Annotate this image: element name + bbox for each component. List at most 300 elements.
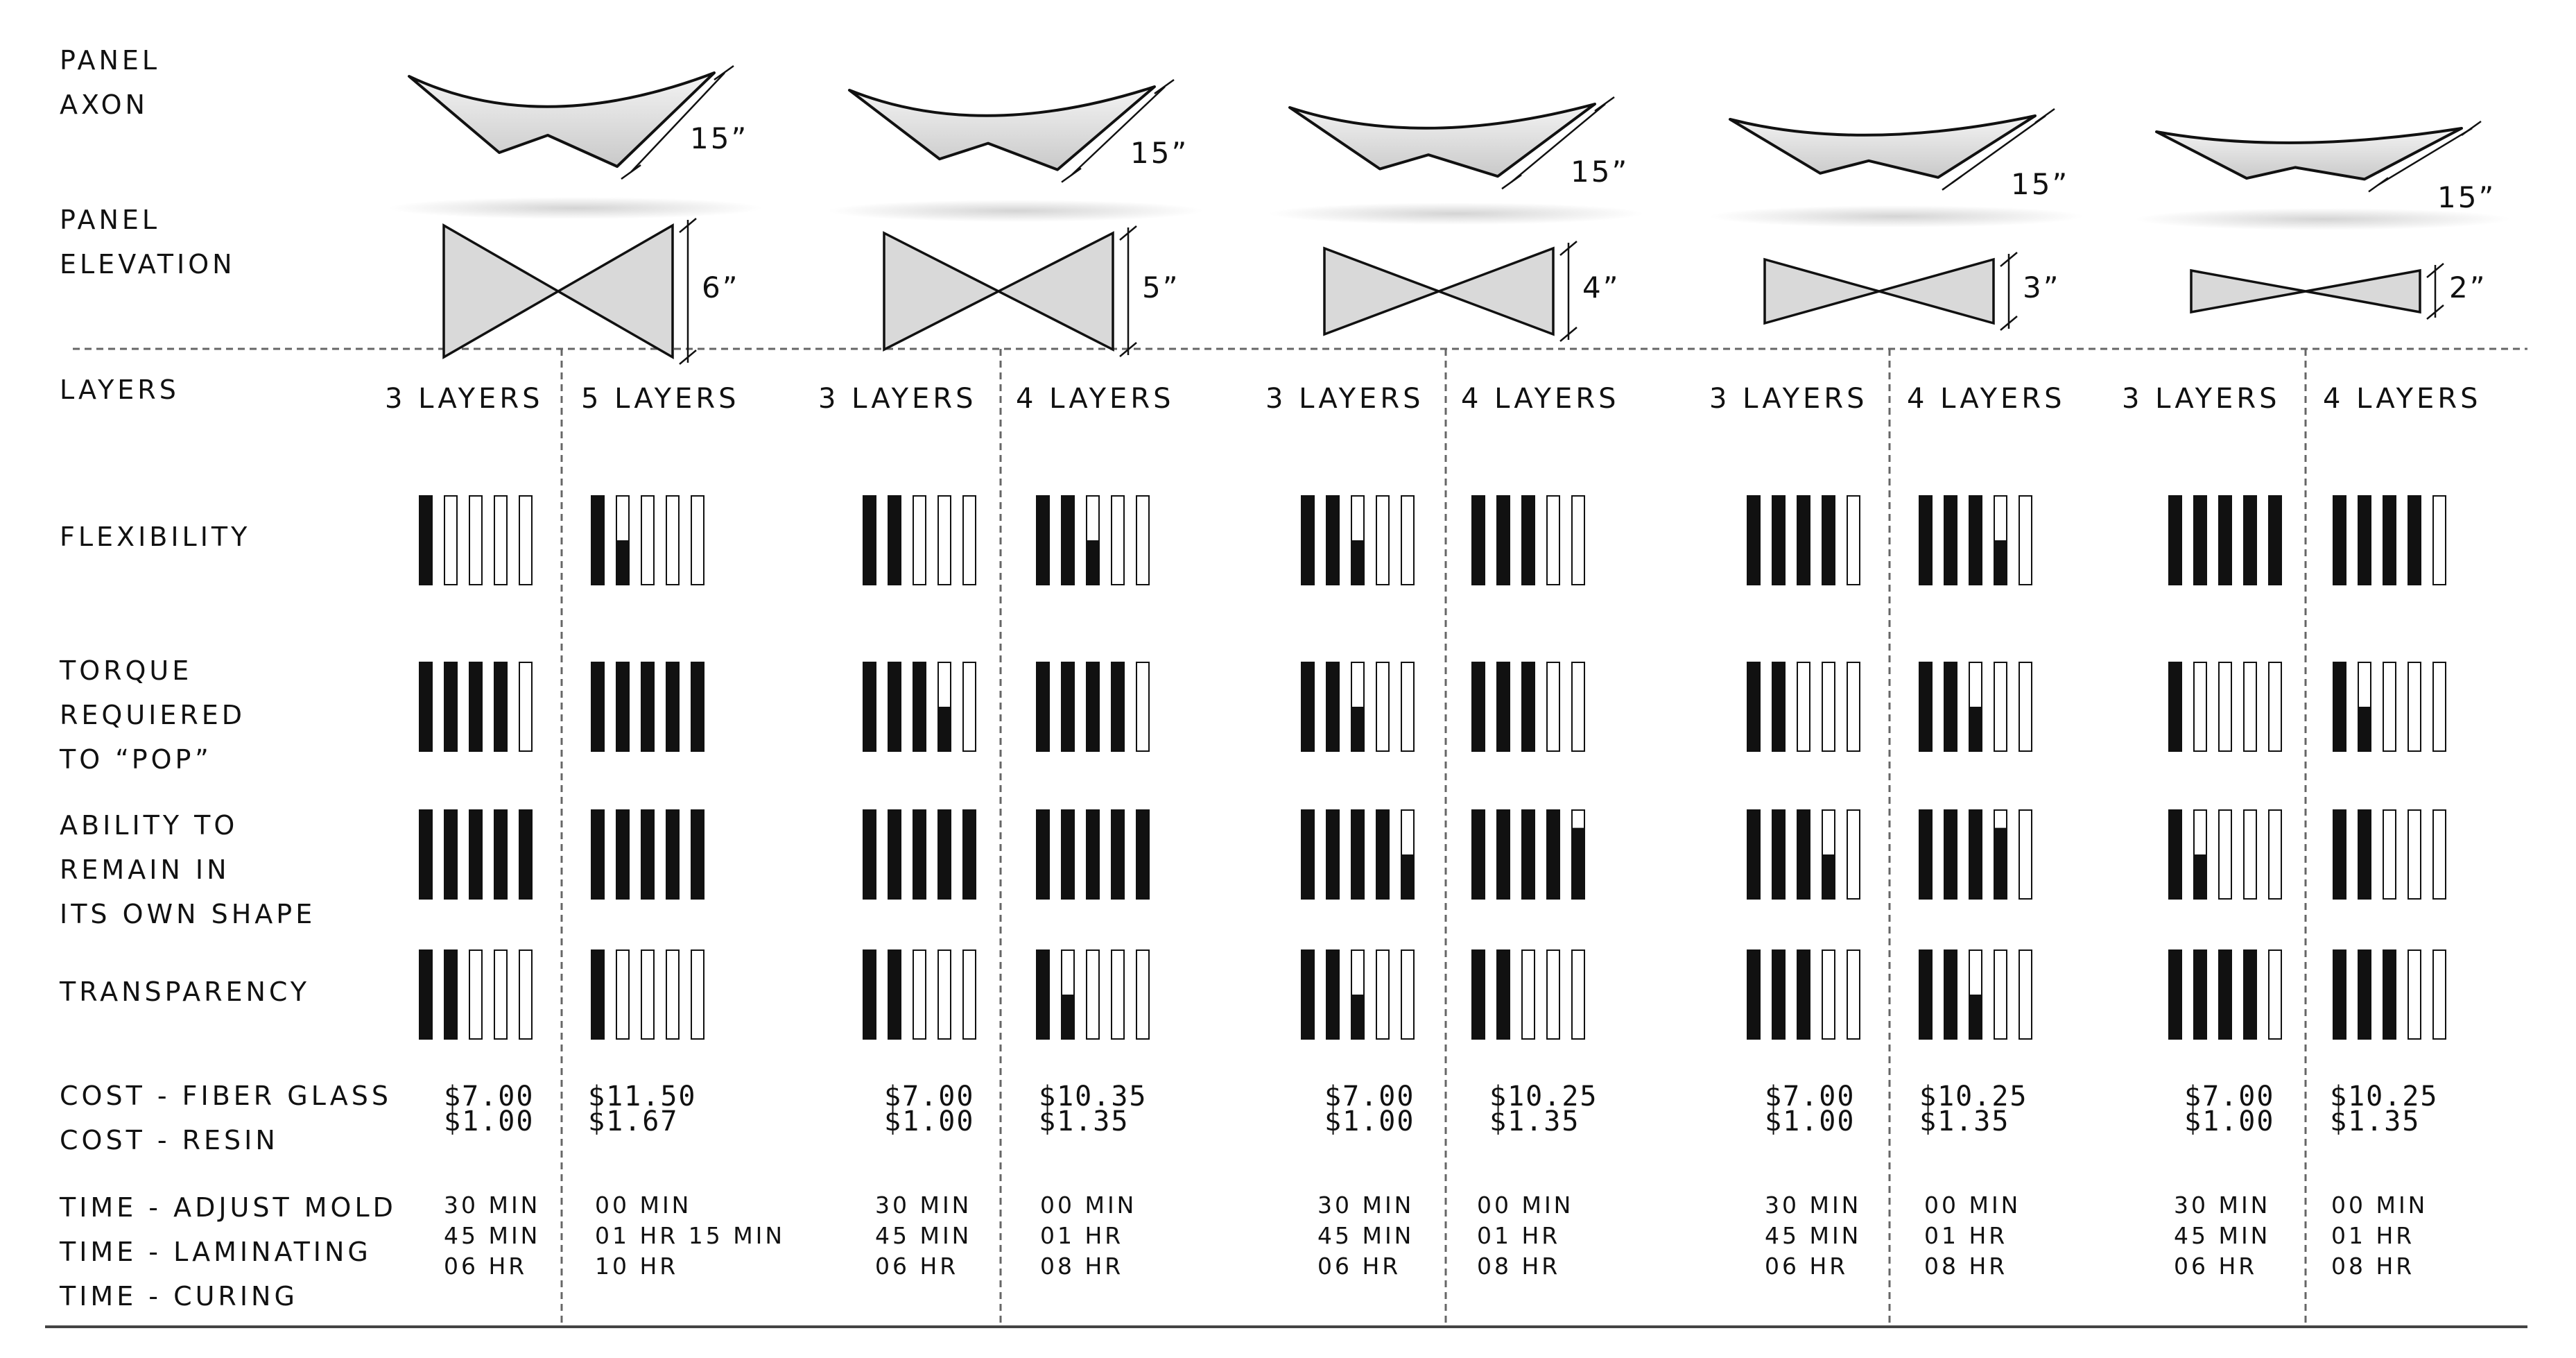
layer-count-label: 4 LAYERS <box>1016 383 1175 415</box>
transparency-bar-outline <box>519 950 532 1039</box>
panel-elevation-left <box>884 233 999 350</box>
torque-bar-fill <box>1747 662 1760 751</box>
layers-label: LAYERS <box>60 375 180 405</box>
cost-resin-value: $1.00 <box>884 1106 975 1137</box>
flexibility-bar-fill <box>1302 496 1314 585</box>
layer-count-label: 3 LAYERS <box>1265 383 1424 415</box>
flexibility-bar-outline <box>1136 496 1149 585</box>
transparency-bar-outline <box>1547 950 1559 1039</box>
torque-bar-fill <box>1302 662 1314 751</box>
ability-bar-fill <box>1401 854 1414 899</box>
time-label: TIME - ADJUST MOLD TIME - LAMINATING TIME - CURING <box>60 1192 397 1312</box>
ability-bar-fill <box>1994 828 2007 899</box>
torque-bar-fill <box>2333 662 2346 751</box>
axon-dimension-tick <box>1595 97 1614 111</box>
panel-elevation-right <box>558 225 673 357</box>
axon-dimension-label: 15” <box>2437 180 2496 215</box>
torque-bar-fill <box>1969 707 1982 751</box>
flexibility-bar-fill <box>1919 496 1932 585</box>
transparency-bar-fill <box>2333 950 2346 1039</box>
transparency-bar-fill <box>1326 950 1339 1039</box>
axon-dimension-label: 15” <box>1571 154 1630 189</box>
torque-bar-outline <box>2194 662 2206 751</box>
ability-bar-fill <box>1376 810 1389 899</box>
torque-bar-fill <box>420 662 432 751</box>
flexibility-bar-outline <box>666 496 679 585</box>
transparency-bar-fill <box>1472 950 1485 1039</box>
axon-dimension-tick <box>714 66 734 80</box>
transparency-bar-outline <box>1112 950 1124 1039</box>
flexibility-bar-outline <box>2019 496 2032 585</box>
flexibility-bar-fill <box>1822 496 1835 585</box>
transparency-bar-fill <box>2169 950 2181 1039</box>
torque-bar-fill <box>1037 662 1049 751</box>
transparency-bar-fill <box>1037 950 1049 1039</box>
time-cure-value: 08 HR <box>1477 1253 1561 1280</box>
flexibility-bar-fill <box>888 496 901 585</box>
cost-values <box>444 1081 535 1137</box>
transparency-bar-fill <box>2383 950 2396 1039</box>
time-lam-value: 45 MIN <box>1765 1222 1862 1249</box>
torque-bar-outline <box>1822 662 1835 751</box>
panel-shadow <box>1709 205 2084 227</box>
time-lam-value: 01 HR <box>1924 1222 2008 1249</box>
transparency-bar-outline <box>1376 950 1389 1039</box>
flexibility-bar-fill <box>1969 496 1982 585</box>
cost-fiberglass-value: $10.25 <box>1919 1081 2028 1112</box>
torque-bar-fill <box>591 662 604 751</box>
transparency-bar-fill <box>863 950 876 1039</box>
time-cure-value: 08 HR <box>2331 1253 2415 1280</box>
ability-bar-fill <box>1522 810 1535 899</box>
torque-bar-outline <box>1572 662 1584 751</box>
torque-bar-outline <box>2219 662 2231 751</box>
flexibility-bar-fill <box>1994 540 2007 585</box>
time-values <box>1477 1190 1573 1282</box>
cost-fiberglass-value: $7.00 <box>884 1081 975 1112</box>
flexibility-bar-fill <box>1944 496 1957 585</box>
elevation-dimension-label: 4” <box>1582 270 1620 304</box>
transparency-bar-fill <box>1351 995 1364 1039</box>
torque-bar-outline <box>2383 662 2396 751</box>
panel-elevation-right <box>1879 259 1994 323</box>
transparency-bar-fill <box>1797 950 1810 1039</box>
transparency-bar-fill <box>1302 950 1314 1039</box>
ability-bar-fill <box>913 810 926 899</box>
time-mold-value: 30 MIN <box>875 1192 972 1219</box>
axon-dimension-tick <box>2462 121 2481 135</box>
flexibility-bar-outline <box>1401 496 1414 585</box>
transparency-bar-fill <box>888 950 901 1039</box>
ability-bar-fill <box>519 810 532 899</box>
torque-bar-outline <box>1376 662 1389 751</box>
ability-bar-fill <box>1497 810 1510 899</box>
cost-resin-value: $1.00 <box>2184 1106 2275 1137</box>
cost-values <box>2330 1081 2439 1137</box>
ability-bar-fill <box>1797 810 1810 899</box>
ability-bar-outline <box>2219 810 2231 899</box>
time-cure-value: 08 HR <box>1924 1253 2008 1280</box>
flexibility-bar-fill <box>1772 496 1785 585</box>
flexibility-bar-outline <box>641 496 654 585</box>
cost-values <box>1489 1081 1598 1137</box>
flexibility-bar-outline <box>1376 496 1389 585</box>
transparency-bar-fill <box>2194 950 2206 1039</box>
flexibility-bar-fill <box>1351 540 1364 585</box>
cost-fiberglass-value: $10.25 <box>2330 1081 2439 1112</box>
ability-bar-fill <box>591 810 604 899</box>
time-values <box>2174 1190 2270 1282</box>
flexibility-bar-fill <box>2194 496 2206 585</box>
flexibility-bar-fill <box>2269 496 2281 585</box>
time-mold-value: 00 MIN <box>595 1192 692 1219</box>
torque-bar-fill <box>469 662 482 751</box>
ability-bar-outline <box>2408 810 2421 899</box>
transparency-bar-outline <box>1087 950 1099 1039</box>
layer-count-label: 3 LAYERS <box>818 383 977 415</box>
ability-bar-fill <box>1112 810 1124 899</box>
torque-bar-fill <box>1351 707 1364 751</box>
transparency-bar-outline <box>1847 950 1860 1039</box>
panel-axon-label: PANEL AXON <box>60 45 161 120</box>
panel-axon-shape <box>409 73 714 166</box>
cost-fiberglass-value: $10.35 <box>1039 1081 1148 1112</box>
cost-values <box>1039 1081 1148 1137</box>
torque-bar-outline <box>1994 662 2007 751</box>
transparency-bar-outline <box>666 950 679 1039</box>
transparency-bar-fill <box>2358 950 2371 1039</box>
time-lam-value: 01 HR 15 MIN <box>595 1222 786 1249</box>
layer-count-label: 3 LAYERS <box>385 383 544 415</box>
torque-bar-fill <box>1944 662 1957 751</box>
time-lam-value: 45 MIN <box>444 1222 541 1249</box>
transparency-bar-outline <box>1401 950 1414 1039</box>
ability-bar-fill <box>1326 810 1339 899</box>
panel-elevation-left <box>1765 259 1879 323</box>
ability-bar-fill <box>2169 810 2181 899</box>
ability-bar-fill <box>1919 810 1932 899</box>
panel-axon-shape <box>2156 128 2462 179</box>
flexibility-bar-fill <box>863 496 876 585</box>
ability-bar-fill <box>444 810 457 899</box>
panel-elevation-label: PANEL ELEVATION <box>60 205 236 280</box>
cost-resin-value: $1.00 <box>1765 1106 1856 1137</box>
ability-bar-fill <box>420 810 432 899</box>
ability-bar-fill <box>666 810 679 899</box>
flexibility-bar-fill <box>1497 496 1510 585</box>
transparency-bar-outline <box>1822 950 1835 1039</box>
axon-dimension-label: 15” <box>690 121 749 155</box>
flexibility-bar-outline <box>2433 496 2446 585</box>
axon-dimension-tick <box>2035 109 2055 123</box>
ability-bar-fill <box>1572 828 1584 899</box>
transparency-bar-fill <box>420 950 432 1039</box>
time-values <box>1040 1190 1136 1282</box>
cost-resin-value: $1.00 <box>1324 1106 1415 1137</box>
torque-bar-fill <box>666 662 679 751</box>
panel-elevation-right <box>2306 270 2420 312</box>
cost-resin-value: $1.00 <box>444 1106 535 1137</box>
torque-bar-fill <box>641 662 654 751</box>
layer-count-label: 3 LAYERS <box>1709 383 1868 415</box>
flexibility-bar-fill <box>2169 496 2181 585</box>
ability-bar-outline <box>2269 810 2281 899</box>
panel-elevation-left <box>1324 248 1439 334</box>
transparency-bar-fill <box>2244 950 2256 1039</box>
torque-bar-outline <box>1847 662 1860 751</box>
flexibility-bar-fill <box>1472 496 1485 585</box>
transparency-bar-outline <box>913 950 926 1039</box>
time-cure-value: 06 HR <box>444 1253 528 1280</box>
flexibility-bar-outline <box>1547 496 1559 585</box>
flexibility-bar-outline <box>691 496 704 585</box>
time-mold-value: 30 MIN <box>444 1192 541 1219</box>
cost-fiberglass-value: $7.00 <box>444 1081 535 1112</box>
panel-shadow <box>829 200 1203 222</box>
ability-bar-fill <box>1747 810 1760 899</box>
cost-values <box>1765 1081 1856 1137</box>
flexibility-bar-fill <box>2219 496 2231 585</box>
layer-count-label: 3 LAYERS <box>2122 383 2281 415</box>
axon-dimension-tick <box>621 165 641 179</box>
cost-resin-value: $1.35 <box>1489 1106 1580 1137</box>
torque-bar-fill <box>1919 662 1932 751</box>
torque-bar-fill <box>691 662 704 751</box>
flexibility-bar-fill <box>2408 496 2421 585</box>
ability-bar-fill <box>963 810 976 899</box>
transparency-bar-outline <box>494 950 507 1039</box>
flexibility-bar-fill <box>1747 496 1760 585</box>
transparency-bar-outline <box>641 950 654 1039</box>
transparency-bar-fill <box>591 950 604 1039</box>
axon-dimension-tick <box>1502 175 1521 189</box>
ability-bar-fill <box>1944 810 1957 899</box>
ability-bar-fill <box>1822 854 1835 899</box>
transparency-label: TRANSPARENCY <box>60 977 311 1007</box>
ability-bar-fill <box>1351 810 1364 899</box>
time-values <box>2331 1190 2428 1282</box>
torque-bar-fill <box>1522 662 1535 751</box>
transparency-bar-fill <box>2219 950 2231 1039</box>
ability-bar-outline <box>1847 810 1860 899</box>
ability-bar-fill <box>1136 810 1149 899</box>
panel-elevation-right <box>999 233 1113 350</box>
elevation-dimension-label: 3” <box>2023 270 2061 304</box>
cost-values <box>588 1081 697 1137</box>
axon-dimension-tick <box>1155 80 1174 94</box>
time-mold-value: 30 MIN <box>1765 1192 1862 1219</box>
flexibility-bar-fill <box>1062 496 1074 585</box>
transparency-bar-fill <box>1919 950 1932 1039</box>
ability-bar-fill <box>691 810 704 899</box>
panel-shadow <box>388 197 763 219</box>
flexibility-bar-outline <box>1112 496 1124 585</box>
layer-count-label: 4 LAYERS <box>2323 383 2482 415</box>
ability-bar-fill <box>2333 810 2346 899</box>
torque-bar-fill <box>494 662 507 751</box>
torque-bar-fill <box>1087 662 1099 751</box>
torque-bar-outline <box>2433 662 2446 751</box>
ability-bar-fill <box>469 810 482 899</box>
time-values <box>1924 1190 2021 1282</box>
time-lam-value: 01 HR <box>2331 1222 2415 1249</box>
elevation-dimension-label: 2” <box>2449 270 2487 304</box>
cost-resin-value: $1.67 <box>588 1106 679 1137</box>
cost-fiberglass-value: $7.00 <box>1765 1081 1856 1112</box>
time-values <box>444 1190 540 1282</box>
time-mold-value: 00 MIN <box>1924 1192 2021 1219</box>
transparency-bar-outline <box>691 950 704 1039</box>
torque-bar-fill <box>913 662 926 751</box>
time-cure-value: 08 HR <box>1040 1253 1124 1280</box>
ability-label: ABILITY TO REMAIN IN ITS OWN SHAPE <box>60 810 316 929</box>
axon-dimension-label: 15” <box>1130 136 1189 171</box>
ability-bar-fill <box>616 810 629 899</box>
time-mold-value: 00 MIN <box>1477 1192 1574 1219</box>
axon-dimension-tick <box>1062 169 1081 182</box>
cost-resin-value: $1.35 <box>1039 1106 1130 1137</box>
cost-resin-value: $1.35 <box>2330 1106 2421 1137</box>
cost-fiberglass-value: $7.00 <box>1324 1081 1415 1112</box>
time-cure-value: 06 HR <box>1765 1253 1849 1280</box>
cost-values <box>1324 1081 1415 1137</box>
time-cure-value: 06 HR <box>875 1253 959 1280</box>
transparency-bar-fill <box>1062 995 1074 1039</box>
torque-bar-outline <box>2408 662 2421 751</box>
torque-bar-outline <box>1547 662 1559 751</box>
flexibility-bar-fill <box>591 496 604 585</box>
time-lam-value: 01 HR <box>1040 1222 1124 1249</box>
panel-elevation-left <box>444 225 558 357</box>
flexibility-bar-fill <box>2333 496 2346 585</box>
transparency-bar-outline <box>1136 950 1149 1039</box>
ability-bar-fill <box>1772 810 1785 899</box>
cost-fiberglass-value: $11.50 <box>588 1081 697 1112</box>
torque-bar-fill <box>1326 662 1339 751</box>
flexibility-bar-outline <box>494 496 507 585</box>
torque-bar-fill <box>444 662 457 751</box>
transparency-bar-outline <box>1572 950 1584 1039</box>
time-lam-value: 45 MIN <box>875 1222 972 1249</box>
flexibility-bar-outline <box>519 496 532 585</box>
transparency-bar-outline <box>2408 950 2421 1039</box>
flexibility-bar-fill <box>616 540 629 585</box>
panel-elevation-right <box>1439 248 1553 334</box>
flexibility-label: FLEXIBILITY <box>60 522 251 552</box>
transparency-bar-outline <box>963 950 976 1039</box>
flexibility-bar-fill <box>1326 496 1339 585</box>
time-values <box>1317 1190 1414 1282</box>
torque-bar-outline <box>2269 662 2281 751</box>
time-mold-value: 00 MIN <box>1040 1192 1137 1219</box>
torque-bar-outline <box>1136 662 1149 751</box>
ability-bar-outline <box>2433 810 2446 899</box>
cost-fiberglass-value: $10.25 <box>1489 1081 1598 1112</box>
transparency-bar-fill <box>1969 995 1982 1039</box>
ability-bar-fill <box>2194 854 2206 899</box>
transparency-bar-fill <box>1497 950 1510 1039</box>
transparency-bar-outline <box>2433 950 2446 1039</box>
time-cure-value: 06 HR <box>1317 1253 1401 1280</box>
ability-bar-fill <box>1472 810 1485 899</box>
flexibility-bar-outline <box>1847 496 1860 585</box>
ability-bar-fill <box>888 810 901 899</box>
torque-bar-fill <box>1772 662 1785 751</box>
panel-shadow <box>1269 203 1643 225</box>
torque-label: TORQUE REQUIERED TO “POP” <box>60 655 246 775</box>
torque-bar-outline <box>519 662 532 751</box>
flexibility-bar-outline <box>913 496 926 585</box>
torque-bar-fill <box>2169 662 2181 751</box>
ability-bar-fill <box>1547 810 1559 899</box>
time-cure-value: 10 HR <box>595 1253 679 1280</box>
cost-fiberglass-value: $7.00 <box>2184 1081 2275 1112</box>
torque-bar-fill <box>616 662 629 751</box>
ability-bar-fill <box>1969 810 1982 899</box>
cost-resin-value: $1.35 <box>1919 1106 2010 1137</box>
flexibility-bar-fill <box>2358 496 2371 585</box>
flexibility-bar-fill <box>2383 496 2396 585</box>
transparency-bar-fill <box>444 950 457 1039</box>
cost-values <box>884 1081 975 1137</box>
transparency-bar-outline <box>2269 950 2281 1039</box>
ability-bar-fill <box>1037 810 1049 899</box>
flexibility-bar-outline <box>444 496 457 585</box>
layer-count-label: 5 LAYERS <box>581 383 740 415</box>
transparency-bar-outline <box>469 950 482 1039</box>
flexibility-bar-outline <box>469 496 482 585</box>
ability-bar-fill <box>494 810 507 899</box>
time-mold-value: 30 MIN <box>2174 1192 2271 1219</box>
time-cure-value: 06 HR <box>2174 1253 2258 1280</box>
time-mold-value: 30 MIN <box>1317 1192 1415 1219</box>
flexibility-bar-fill <box>1037 496 1049 585</box>
ability-bar-fill <box>938 810 951 899</box>
ability-bar-outline <box>2244 810 2256 899</box>
ability-bar-fill <box>863 810 876 899</box>
torque-bar-fill <box>863 662 876 751</box>
flexibility-bar-outline <box>938 496 951 585</box>
ability-bar-fill <box>2358 810 2371 899</box>
ability-bar-outline <box>2019 810 2032 899</box>
torque-bar-fill <box>888 662 901 751</box>
torque-bar-fill <box>1497 662 1510 751</box>
ability-bar-fill <box>1062 810 1074 899</box>
transparency-bar-fill <box>1747 950 1760 1039</box>
transparency-bar-outline <box>2019 950 2032 1039</box>
time-lam-value: 01 HR <box>1477 1222 1561 1249</box>
ability-bar-fill <box>1087 810 1099 899</box>
cost-values <box>2184 1081 2275 1137</box>
torque-bar-outline <box>963 662 976 751</box>
torque-bar-outline <box>2019 662 2032 751</box>
time-values <box>595 1190 785 1282</box>
elevation-dimension-label: 5” <box>1142 270 1180 304</box>
transparency-bar-outline <box>1522 950 1535 1039</box>
transparency-bar-outline <box>938 950 951 1039</box>
flexibility-bar-fill <box>1797 496 1810 585</box>
axon-dimension-label: 15” <box>2011 167 2070 201</box>
torque-bar-fill <box>938 707 951 751</box>
flexibility-bar-outline <box>963 496 976 585</box>
ability-bar-outline <box>2383 810 2396 899</box>
transparency-bar-fill <box>1944 950 1957 1039</box>
panel-elevation-left <box>2191 270 2306 312</box>
flexibility-bar-outline <box>1572 496 1584 585</box>
torque-bar-outline <box>2244 662 2256 751</box>
axon-dimension-tick <box>1942 176 1962 190</box>
flexibility-bar-fill <box>2244 496 2256 585</box>
